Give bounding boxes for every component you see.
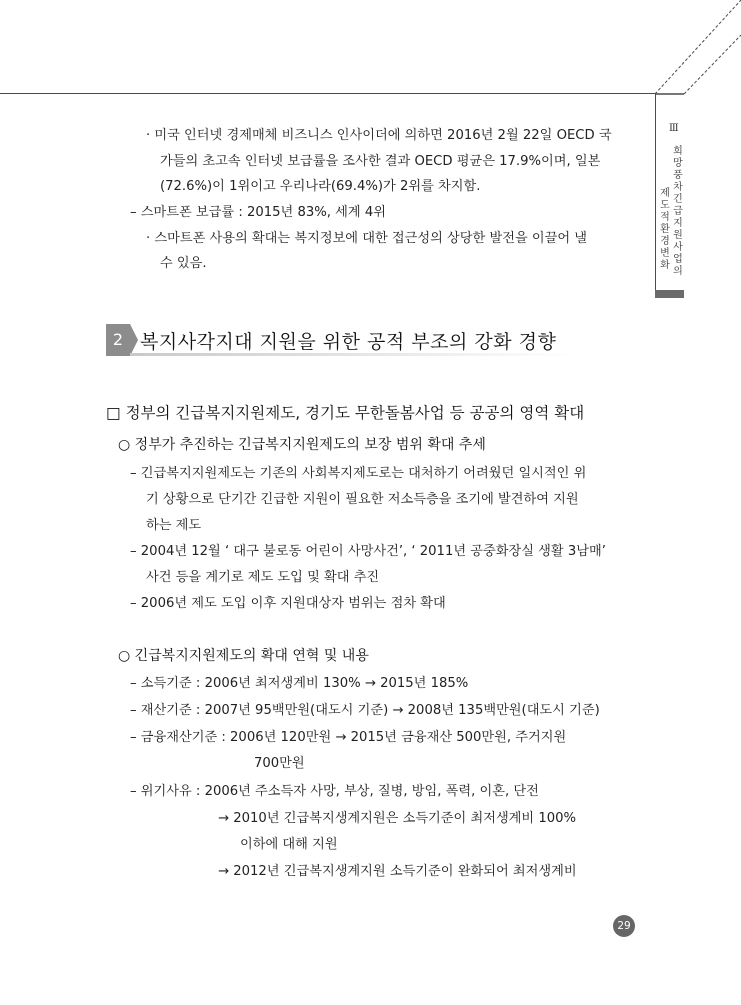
- section-number: 2: [106, 324, 130, 356]
- subheading: ○ 정부가 추진하는 긴급복지지원제도의 보장 범위 확대 추세: [118, 437, 486, 453]
- dash-line: – 소득기준 : 2006년 최저생계비 130% → 2015년 185%: [130, 676, 469, 691]
- main-heading: □ 정부의 긴급복지지원제도, 경기도 무한돌봄사업 등 공공의 영역 확대: [106, 404, 585, 422]
- bullet-line: 수 있음.: [160, 256, 207, 271]
- arrow-line: → 2012년 긴급복지생계지원 소득기준이 완화되어 최저생계비: [218, 864, 577, 879]
- section-header: [106, 324, 576, 356]
- bullet-line: · 미국 인터넷 경제매체 비즈니스 인사이더에 의하면 2016년 2월 22일 OECD 국: [146, 128, 612, 143]
- bullet-line: (72.6%)이 1위이고 우리나라(69.4%)가 2위를 차지함.: [160, 179, 481, 194]
- chapter-tab-bar: [655, 290, 684, 298]
- chapter-title-col1: 희망풍차 긴급지원사업의: [673, 146, 683, 277]
- dash-line-cont: 700만원: [254, 756, 305, 771]
- chapter-numeral: Ⅲ: [669, 123, 679, 134]
- bullet-line: · 스마트폰 사용의 확대는 복지정보에 대한 접근성의 상당한 발전을 이끌어 낼: [146, 231, 588, 246]
- arrow-line: → 2010년 긴급복지생계지원은 소득기준이 최저생계비 100%: [218, 811, 577, 826]
- dash-line: – 2004년 12월 ‘ 대구 불로동 어린이 사망사건’, ‘ 2011년 공중화장실 생활 3남매’: [130, 544, 606, 559]
- page-number: 29: [613, 915, 635, 937]
- dash-line-cont: 하는 제도: [146, 518, 202, 533]
- dash-line: – 재산기준 : 2007년 95백만원(대도시 기준) → 2008년 135백만원(대도시 기준): [130, 703, 600, 718]
- dash-line-cont: 사건 등을 계기로 제도 도입 및 확대 추진: [146, 570, 380, 585]
- dash-line: – 위기사유 : 2006년 주소득자 사망, 부상, 질병, 방임, 폭력, 이혼, 단전: [130, 784, 539, 799]
- dash-line: – 스마트폰 보급률 : 2015년 83%, 세계 4위: [130, 205, 386, 220]
- arrow-line-cont: 이하에 대해 지원: [240, 837, 338, 852]
- subheading: ○ 긴급복지지원제도의 확대 연혁 및 내용: [118, 648, 369, 664]
- dash-line: – 2006년 제도 도입 이후 지원대상자 범위는 점차 확대: [130, 596, 446, 611]
- dash-line: – 금융재산기준 : 2006년 120만원 → 2015년 금융재산 500만원, 주거지원: [130, 730, 567, 745]
- dash-line-cont: 기 상황으로 단기간 긴급한 지원이 필요한 저소득층을 조기에 발견하여 지원: [146, 492, 579, 507]
- header-rule: [0, 93, 655, 94]
- section-number-wedge: [130, 324, 138, 356]
- chapter-title-col2: 제도적 환경 변화: [660, 188, 670, 271]
- dash-line: – 긴급복지지원제도는 기존의 사회복지제도로는 대처하기 어려웠던 일시적인 위: [130, 466, 587, 481]
- section-title: 복지사각지대 지원을 위한 공적 부조의 강화 경향: [140, 331, 557, 353]
- bullet-line: 가들의 초고속 인터넷 보급률을 조사한 결과 OECD 평균은 17.9%이며, 일본: [160, 154, 601, 169]
